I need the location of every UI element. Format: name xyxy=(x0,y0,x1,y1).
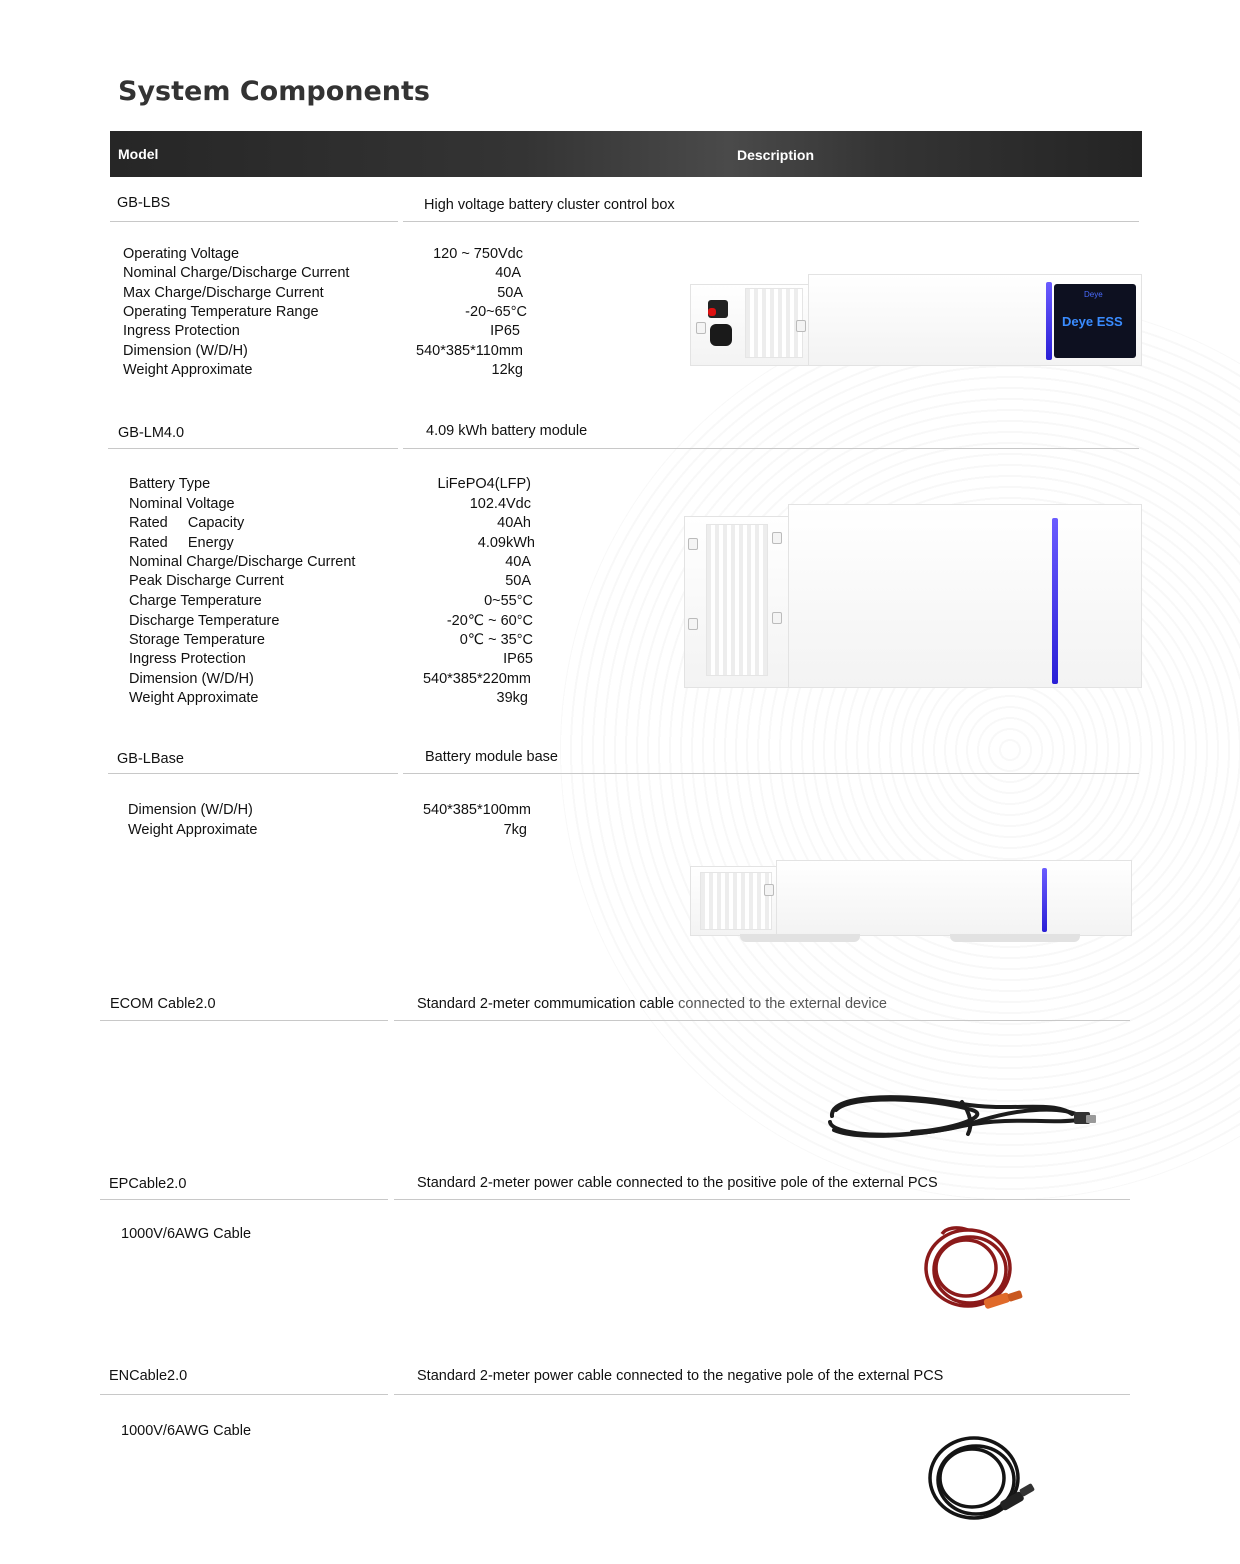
spec-row xyxy=(129,476,531,496)
spec-value: 0~55°C xyxy=(484,593,533,609)
spec-label: Battery Type xyxy=(129,476,211,492)
divider xyxy=(394,1394,1130,1395)
spec-label: Storage Temperature xyxy=(129,632,265,648)
spec-label: Discharge Temperature xyxy=(129,613,280,629)
model-description: Standard 2-meter power cable connected to the negative pole of the external PCS xyxy=(417,1368,944,1384)
spec-value: 40A xyxy=(505,554,531,570)
divider xyxy=(110,221,398,222)
spec-row xyxy=(123,285,523,305)
divider xyxy=(394,1199,1130,1200)
spec-row xyxy=(123,362,523,382)
spec-row xyxy=(123,246,523,266)
spec-row xyxy=(129,671,531,691)
spec-row xyxy=(129,613,531,633)
spec-value: 540*385*110mm xyxy=(416,343,523,359)
table-header xyxy=(110,131,1142,177)
spec-label: Nominal Charge/Discharge Current xyxy=(123,265,350,281)
spec-label: Ingress Protection xyxy=(129,651,246,667)
divider xyxy=(403,773,1139,774)
spec-label: Weight Approximate xyxy=(129,690,259,706)
control-box-image xyxy=(690,270,1142,370)
spec-value: 540*385*220mm xyxy=(422,671,531,687)
spec-label: Dimension (W/D/H) xyxy=(128,802,253,818)
spec-label: Dimension (W/D/H) xyxy=(129,671,254,687)
spec-row xyxy=(129,515,531,535)
spec-label: Dimension (W/D/H) xyxy=(123,343,248,359)
spec-row xyxy=(129,535,535,555)
spec-row xyxy=(129,632,531,652)
background-watermark xyxy=(560,300,1240,1200)
divider xyxy=(100,1020,388,1021)
spec-label: Nominal Charge/Discharge Current xyxy=(129,554,356,570)
screen-logo: Deye ESS xyxy=(1062,314,1123,329)
description-main: Standard 2-meter commumication cable xyxy=(417,996,679,1012)
spec-row xyxy=(128,802,531,822)
header-description: Description xyxy=(737,147,815,163)
spec-row xyxy=(128,822,531,842)
divider xyxy=(403,448,1139,449)
model-name: ENCable2.0 xyxy=(109,1368,188,1384)
model-name: ECOM Cable2.0 xyxy=(110,996,216,1012)
spec-value: 40A xyxy=(495,265,521,281)
divider xyxy=(100,1199,388,1200)
spec-label: Max Charge/Discharge Current xyxy=(123,285,324,301)
cable-spec: 1000V/6AWG Cable xyxy=(121,1423,252,1439)
spec-row xyxy=(129,593,531,613)
page-title: System Components xyxy=(118,76,430,107)
spec-value: 102.4Vdc xyxy=(469,496,531,512)
spec-value: 540*385*100mm xyxy=(422,802,531,818)
communication-cable-image xyxy=(822,1086,1102,1146)
model-description xyxy=(417,996,887,1012)
model-description: Standard 2-meter power cable connected to the positive pole of the external PCS xyxy=(417,1175,938,1191)
model-description: Battery module base xyxy=(425,749,558,765)
spec-row xyxy=(129,573,531,593)
spec-row xyxy=(123,265,523,285)
spec-value: 0℃ ~ 35°C xyxy=(459,632,533,648)
spec-value: LiFePO4(LFP) xyxy=(437,476,531,492)
spec-value: -20℃ ~ 60°C xyxy=(446,613,533,629)
spec-value: -20~65°C xyxy=(465,304,527,320)
spec-value: IP65 xyxy=(503,651,533,667)
spec-label: Rated Capacity xyxy=(129,515,245,531)
spec-row xyxy=(123,343,523,363)
spec-row xyxy=(129,651,531,671)
divider xyxy=(108,773,398,774)
spec-row xyxy=(129,554,531,574)
spec-value: 39kg xyxy=(496,690,528,706)
divider xyxy=(394,1020,1130,1021)
spec-label: Operating Temperature Range xyxy=(123,304,319,320)
model-description: High voltage battery cluster control box xyxy=(424,197,675,213)
spec-label: Weight Approximate xyxy=(128,822,258,838)
spec-label: Peak Discharge Current xyxy=(129,573,284,589)
model-name: GB-LBase xyxy=(117,751,184,767)
spec-value: 50A xyxy=(505,573,531,589)
divider xyxy=(100,1394,388,1395)
model-name: EPCable2.0 xyxy=(109,1176,187,1192)
divider xyxy=(108,448,398,449)
spec-value: 50A xyxy=(497,285,523,301)
spec-value: 120 ~ 750Vdc xyxy=(433,246,523,262)
divider xyxy=(403,221,1139,222)
battery-base-image xyxy=(690,858,1132,944)
spec-row xyxy=(123,323,523,343)
spec-label: Nominal Voltage xyxy=(129,496,235,512)
positive-cable-image xyxy=(916,1222,1030,1314)
spec-value: 12kg xyxy=(491,362,523,378)
spec-label: Weight Approximate xyxy=(123,362,253,378)
spec-value: IP65 xyxy=(490,323,520,339)
battery-module-image xyxy=(684,500,1142,690)
spec-label: Rated Energy xyxy=(129,535,234,551)
spec-row xyxy=(129,496,531,516)
spec-value: 40Ah xyxy=(497,515,531,531)
spec-row xyxy=(123,304,527,324)
spec-row xyxy=(129,690,531,710)
brand-label: Deye xyxy=(1084,290,1103,299)
spec-label: Ingress Protection xyxy=(123,323,240,339)
model-name: GB-LBS xyxy=(117,195,171,211)
model-description: 4.09 kWh battery module xyxy=(426,423,588,439)
model-name: GB-LM4.0 xyxy=(118,425,185,441)
description-tail: connected to the external device xyxy=(678,996,887,1012)
negative-cable-image xyxy=(920,1430,1042,1526)
cable-spec: 1000V/6AWG Cable xyxy=(121,1226,252,1242)
spec-value: 4.09kWh xyxy=(477,535,535,551)
spec-label: Charge Temperature xyxy=(129,593,262,609)
header-model: Model xyxy=(118,146,159,162)
spec-value: 7kg xyxy=(503,822,527,838)
spec-label: Operating Voltage xyxy=(123,246,240,262)
